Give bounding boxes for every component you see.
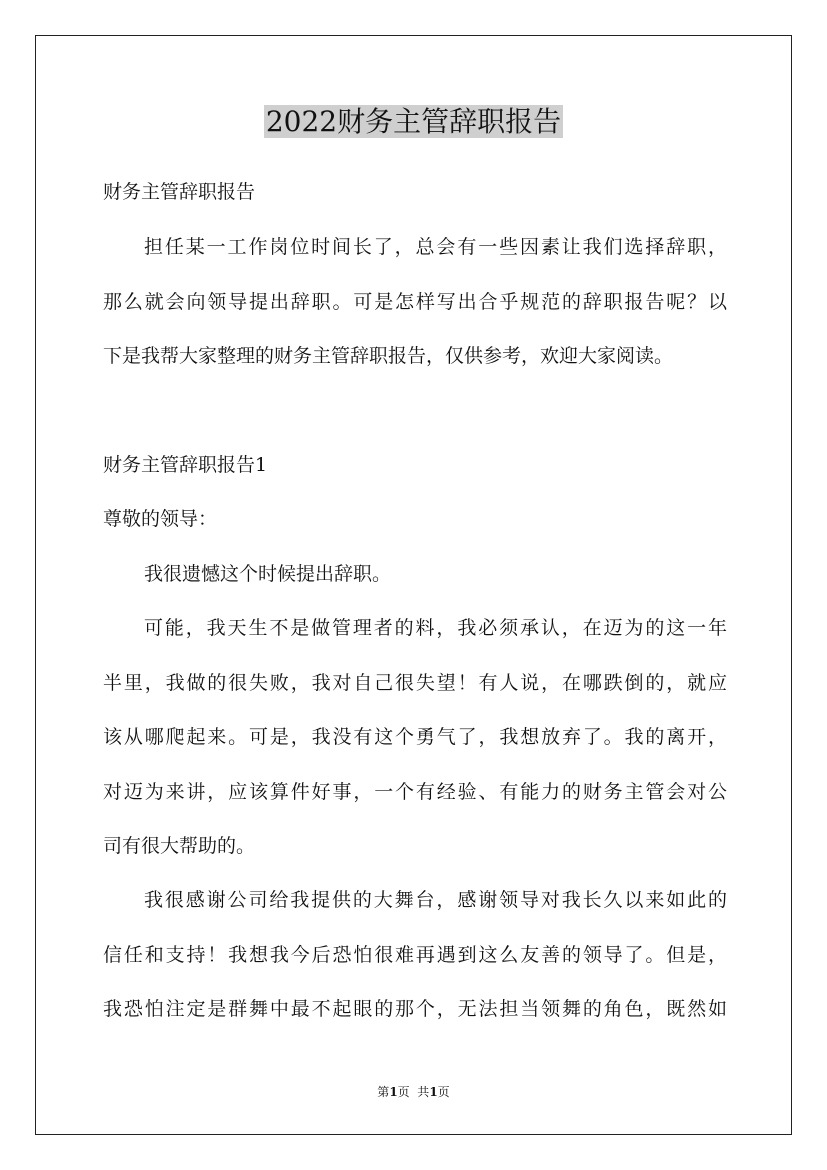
paragraph-line: 我恐怕注定是群舞中最不起眼的那个，无法担当领舞的角色，既然如	[103, 998, 727, 1020]
intro-line: 下是我帮大家整理的财务主管辞职报告，仅供参考，欢迎大家阅读。	[103, 345, 674, 367]
paragraph-line: 我很感谢公司给我提供的大舞台，感谢领导对我长久以来如此的	[144, 889, 727, 911]
paragraph-line: 该从哪爬起来。可是，我没有这个勇气了，我想放弃了。我的离开，	[103, 726, 727, 748]
section-title: 财务主管辞职报告1	[103, 454, 268, 476]
intro-line: 那么就会向领导提出辞职。可是怎样写出合乎规范的辞职报告呢？以	[103, 291, 727, 313]
footer-total-pages: 1	[429, 1085, 438, 1099]
intro-line: 担任某一工作岗位时间长了，总会有一些因素让我们选择辞职，	[144, 236, 727, 258]
paragraph-line: 我很遗憾这个时候提出辞职。	[144, 563, 392, 585]
footer-suffix: 页	[437, 1085, 450, 1099]
paragraph-line: 可能，我天生不是做管理者的料，我必须承认，在迈为的这一年	[144, 617, 727, 639]
paragraph-line: 半里，我做的很失败，我对自己很失望！有人说，在哪跌倒的，就应	[103, 672, 727, 694]
paragraph-line: 对迈为来讲，应该算件好事，一个有经验、有能力的财务主管会对公	[103, 781, 727, 803]
page-footer	[0, 1084, 827, 1100]
paragraph-line: 信任和支持！我想我今后恐怕很难再遇到这么友善的领导了。但是，	[103, 944, 727, 966]
footer-mid: 页 共	[397, 1085, 430, 1099]
document-title	[0, 100, 827, 144]
salutation: 尊敬的领导：	[103, 508, 218, 530]
footer-prefix: 第	[377, 1085, 390, 1099]
paragraph-line: 司有很大帮助的。	[103, 835, 256, 857]
document-title-text: 2022财务主管辞职报告	[265, 105, 562, 138]
footer-page-number: 1	[389, 1085, 398, 1099]
document-subtitle: 财务主管辞职报告	[103, 181, 256, 203]
